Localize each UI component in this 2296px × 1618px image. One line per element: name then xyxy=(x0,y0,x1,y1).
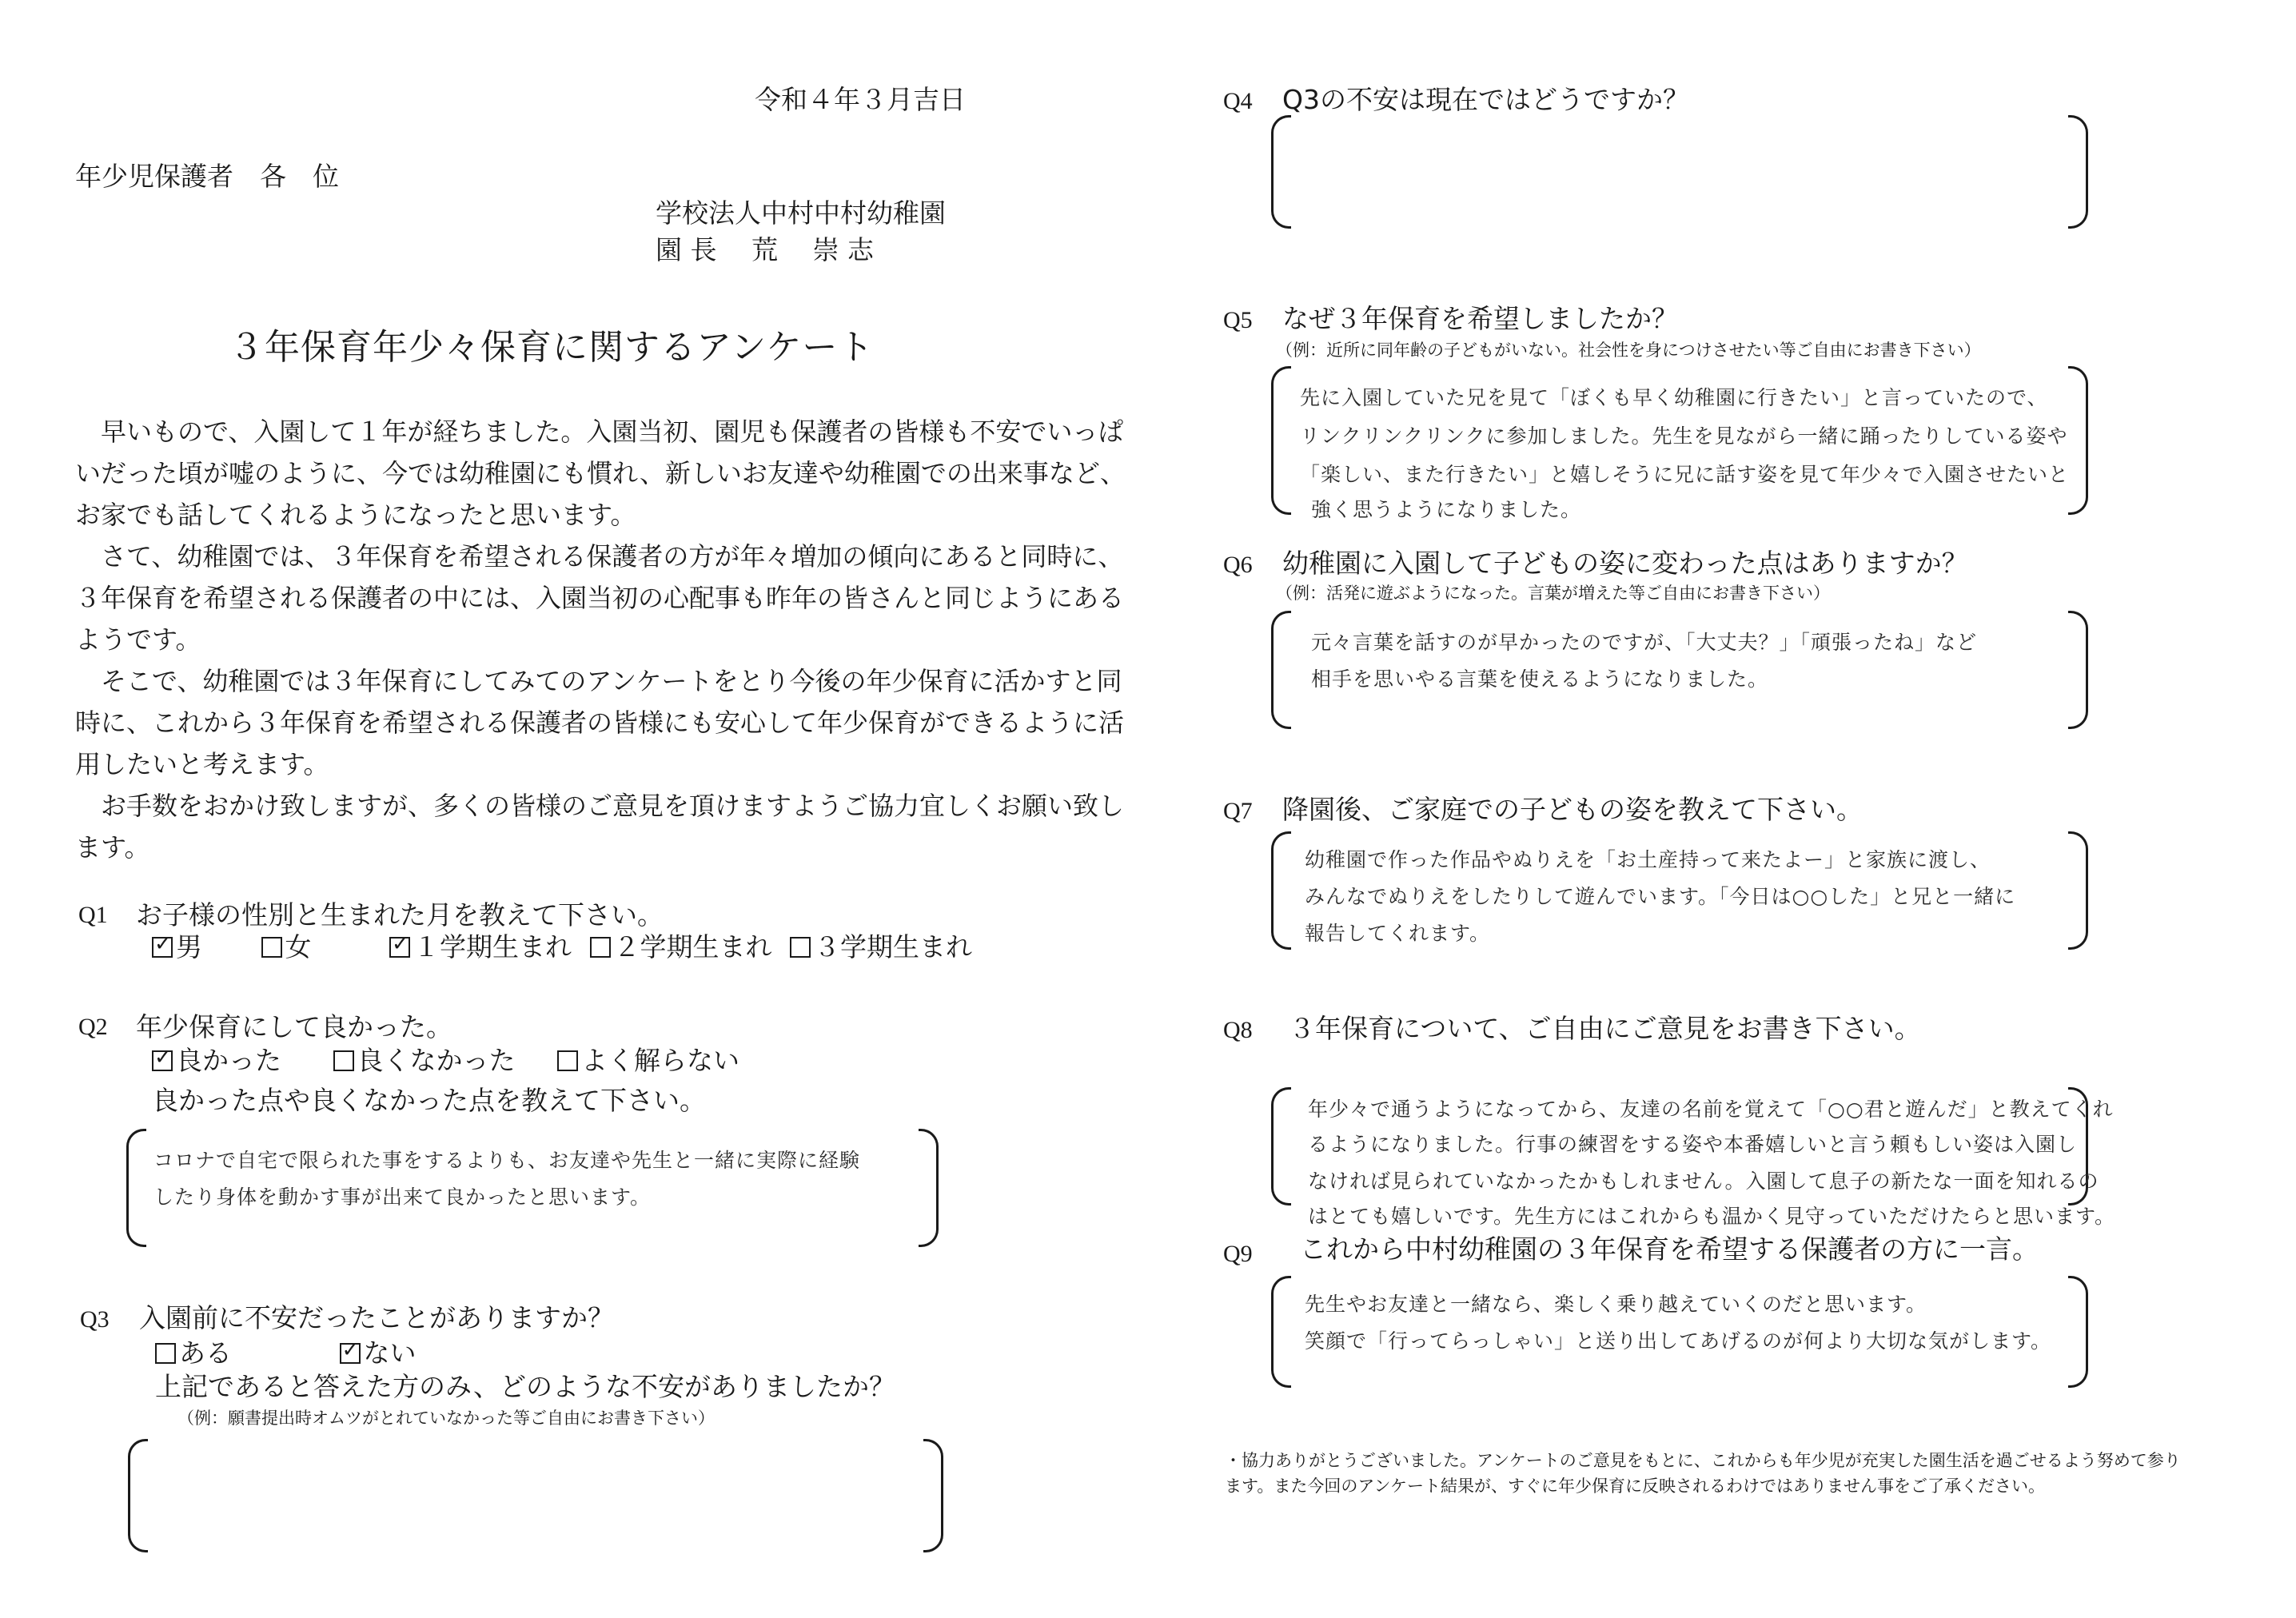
q7-answer-line: 報告してくれます。 xyxy=(1305,922,1491,945)
intro-text xyxy=(75,416,1126,863)
q2-subquestion: 良かった点や良くなかった点を教えて下さい。 xyxy=(152,1085,706,1116)
intro-line: ようです。 xyxy=(75,624,201,655)
q9-answer-line: 笑顔で「行ってらっしゃい」と送り出してあげるのが何より大切な気がします。 xyxy=(1305,1329,2052,1353)
checkbox-icon xyxy=(557,1050,578,1071)
checkbox-checked-icon xyxy=(152,937,173,958)
q2-question: 年少保育にして良かった。 xyxy=(136,1011,452,1042)
q8-number: Q8 xyxy=(1223,1017,1253,1043)
q3-answer-box[interactable] xyxy=(128,1439,943,1552)
q2-answer-line: したり身体を動かす事が出来て良かったと思います。 xyxy=(153,1186,652,1209)
q8-answer-line: るようになりました。行事の練習をする姿や本番嬉しいと言う頼もしい姿は入園し xyxy=(1308,1133,2078,1156)
q3-example: （例：願書提出時オムツがとれていなかった等ご自由にお書き下さい） xyxy=(177,1409,715,1428)
q1-option-male[interactable]: ✓男 xyxy=(152,931,253,963)
q1-option-term2[interactable]: ２学期生まれ xyxy=(590,931,782,963)
q3-option-yes[interactable]: ある xyxy=(155,1337,331,1369)
footer-note xyxy=(1225,1449,2181,1499)
q6-answer-line: 元々言葉を話すのが早かったのですが、「大丈夫？」「頑張ったね」など xyxy=(1311,631,1978,654)
q9-answer-box[interactable] xyxy=(1271,1276,2088,1388)
q7-answer-line: 幼稚園で作った作品やぬりえを「お土産持って来たよー」と家族に渡し、 xyxy=(1305,848,1991,871)
q2-number: Q2 xyxy=(78,1014,108,1040)
q1-number: Q1 xyxy=(78,902,108,928)
footer-line: ・協力ありがとうございました。アンケートのご意見をもとに、これからも年少児が充実した園生活を過ごせるよう努めて参り xyxy=(1225,1451,2181,1470)
q9-number: Q9 xyxy=(1223,1241,1253,1267)
q6-answer-box[interactable] xyxy=(1271,611,2088,729)
checkbox-icon xyxy=(333,1050,354,1071)
principal-name: 園 長 荒 崇 志 xyxy=(656,234,874,265)
q9-question: これから中村幼稚園の３年保育を希望する保護者の方に一言。 xyxy=(1300,1233,2039,1265)
q2-option-not-good[interactable]: 良くなかった xyxy=(333,1044,549,1077)
q3-number: Q3 xyxy=(80,1306,110,1333)
addressee: 年少児保護者 各 位 xyxy=(75,161,339,192)
q8-answer-line: 年少々で通うようになってから、友達の名前を覚えて「○○君と遊んだ」と教えてくれ xyxy=(1308,1098,2114,1121)
intro-line: 時に、これから３年保育を希望される保護者の皆様にも安心して年少保育ができるように活 xyxy=(75,707,1125,738)
q3-options xyxy=(155,1337,417,1369)
q5-answer-box[interactable] xyxy=(1271,366,2088,521)
q1-option-term3[interactable]: ３学期生まれ xyxy=(790,931,972,963)
q7-question: 降園後、ご家庭での子どもの姿を教えて下さい。 xyxy=(1282,794,1863,825)
q8-question: ３年保育について、ご自由にご意見をお書き下さい。 xyxy=(1289,1013,1921,1044)
intro-line: そこで、幼稚園では３年保育にしてみてのアンケートをとり今後の年少保育に活かすと同 xyxy=(75,666,1122,696)
intro-line: 用したいと考えます。 xyxy=(75,749,329,779)
q7-number: Q7 xyxy=(1223,798,1253,824)
school-name: 学校法人中村中村幼稚園 xyxy=(656,197,946,229)
checkbox-checked-icon xyxy=(152,1050,173,1071)
q5-number: Q5 xyxy=(1223,307,1253,333)
q2-answer-box[interactable] xyxy=(126,1129,939,1247)
intro-line: 早いもので、入園して１年が経ちました。入園当初、園児も保護者の皆様も不安でいっぱ xyxy=(75,416,1124,447)
q1-options xyxy=(152,931,972,963)
page-divider xyxy=(1148,0,1149,1618)
intro-line: ３年保育を希望される保護者の中には、入園当初の心配事も昨年の皆さんと同じようにある xyxy=(75,583,1125,613)
intro-line: いだった頃が嘘のように、今では幼稚園にも慣れ、新しいお友達や幼稚園での出来事など、 xyxy=(75,458,1126,488)
q5-answer-line: リンクリンクリンクに参加しました。先生を見ながら一緒に踊ったりしている姿や xyxy=(1300,424,2068,448)
q6-number: Q6 xyxy=(1223,552,1253,578)
intro-line: お家でも話してくれるようになったと思います。 xyxy=(75,500,636,530)
q6-question: 幼稚園に入園して子どもの姿に変わった点はありますか？ xyxy=(1282,548,1968,579)
q3-subquestion: 上記であると答えた方のみ、どのような不安がありましたか？ xyxy=(155,1371,895,1402)
q3-option-no[interactable]: ✓ ない xyxy=(340,1337,417,1369)
q6-example: （例：活発に遊ぶようになった。言葉が増えた等ご自由にお書き下さい） xyxy=(1276,584,1830,603)
footer-line: ます。また今回のアンケート結果が、すぐに年少保育に反映されるわけではありません事をご了承ください。 xyxy=(1225,1476,2046,1496)
checkbox-icon xyxy=(590,937,611,958)
q3-question: 入園前に不安だったことがありますか？ xyxy=(139,1302,614,1333)
checkbox-checked-icon xyxy=(389,937,410,958)
q4-answer-box[interactable] xyxy=(1271,115,2088,229)
q5-question: なぜ３年保育を希望しましたか？ xyxy=(1282,303,1678,334)
checkbox-icon xyxy=(261,937,282,958)
q7-answer-line: みんなでぬりえをしたりして遊んでいます。「今日は○○した」と兄と一緒に xyxy=(1305,885,2016,908)
checkbox-icon xyxy=(790,937,811,958)
q5-example: （例：近所に同年齢の子どもがいない。社会性を身につけさせたい等ご自由にお書き下さい） xyxy=(1276,341,1981,360)
q9-answer-line: 先生やお友達と一緒なら、楽しく乗り越えていくのだと思います。 xyxy=(1305,1293,1927,1316)
q2-answer-line: コロナで自宅で限られた事をするよりも、お友達や先生と一緒に実際に経験 xyxy=(153,1149,861,1172)
checkbox-checked-icon xyxy=(340,1343,361,1364)
intro-line: お手数をおかけ致しますが、多くの皆様のご意見を頂けますようご協力宜しくお願い致し xyxy=(75,791,1125,821)
q8-answer-line: はとても嬉しいです。先生方にはこれからも温かく見守っていただけたらと思います。 xyxy=(1308,1205,2116,1228)
intro-line: さて、幼稚園では、３年保育を希望される保護者の方が年々増加の傾向にあると同時に、 xyxy=(75,541,1124,572)
q7-answer-box[interactable] xyxy=(1271,831,2088,950)
intro-line: ます。 xyxy=(75,832,150,863)
q4-question: Q3の不安は現在ではどうですか？ xyxy=(1282,84,1689,115)
q2-option-unsure[interactable]: よく解らない xyxy=(557,1044,739,1077)
q5-answer-line: 強く思うようになりました。 xyxy=(1311,498,1582,521)
document-date: 令和４年３月吉日 xyxy=(755,84,966,115)
survey-title: ３年保育年少々保育に関するアンケート xyxy=(229,327,875,368)
q5-answer-line: 「楽しい、また行きたい」と嬉しそうに兄に話す姿を見て年少々で入園させたいと xyxy=(1300,463,2070,486)
q1-option-term1[interactable]: ✓ １学期生まれ xyxy=(389,931,581,963)
q2-options xyxy=(152,1044,739,1077)
q6-answer-line: 相手を思いやる言葉を使えるようになりました。 xyxy=(1311,668,1769,691)
q1-option-female[interactable]: 女 xyxy=(261,931,381,963)
q5-answer-line: 先に入園していた兄を見て「ぼくも早く幼稚園に行きたい」と言っていたので、 xyxy=(1300,386,2048,409)
checkbox-icon xyxy=(155,1343,176,1364)
q2-option-good[interactable]: ✓良かった xyxy=(152,1044,325,1077)
q8-answer-line: なければ見られていなかったかもしれません。入園して息子の新たな一面を知れるの xyxy=(1308,1170,2099,1193)
q8-answer-box[interactable] xyxy=(1271,1087,2116,1228)
q4-number: Q4 xyxy=(1223,88,1253,114)
q1-question: お子様の性別と生まれた月を教えて下さい。 xyxy=(136,899,664,931)
